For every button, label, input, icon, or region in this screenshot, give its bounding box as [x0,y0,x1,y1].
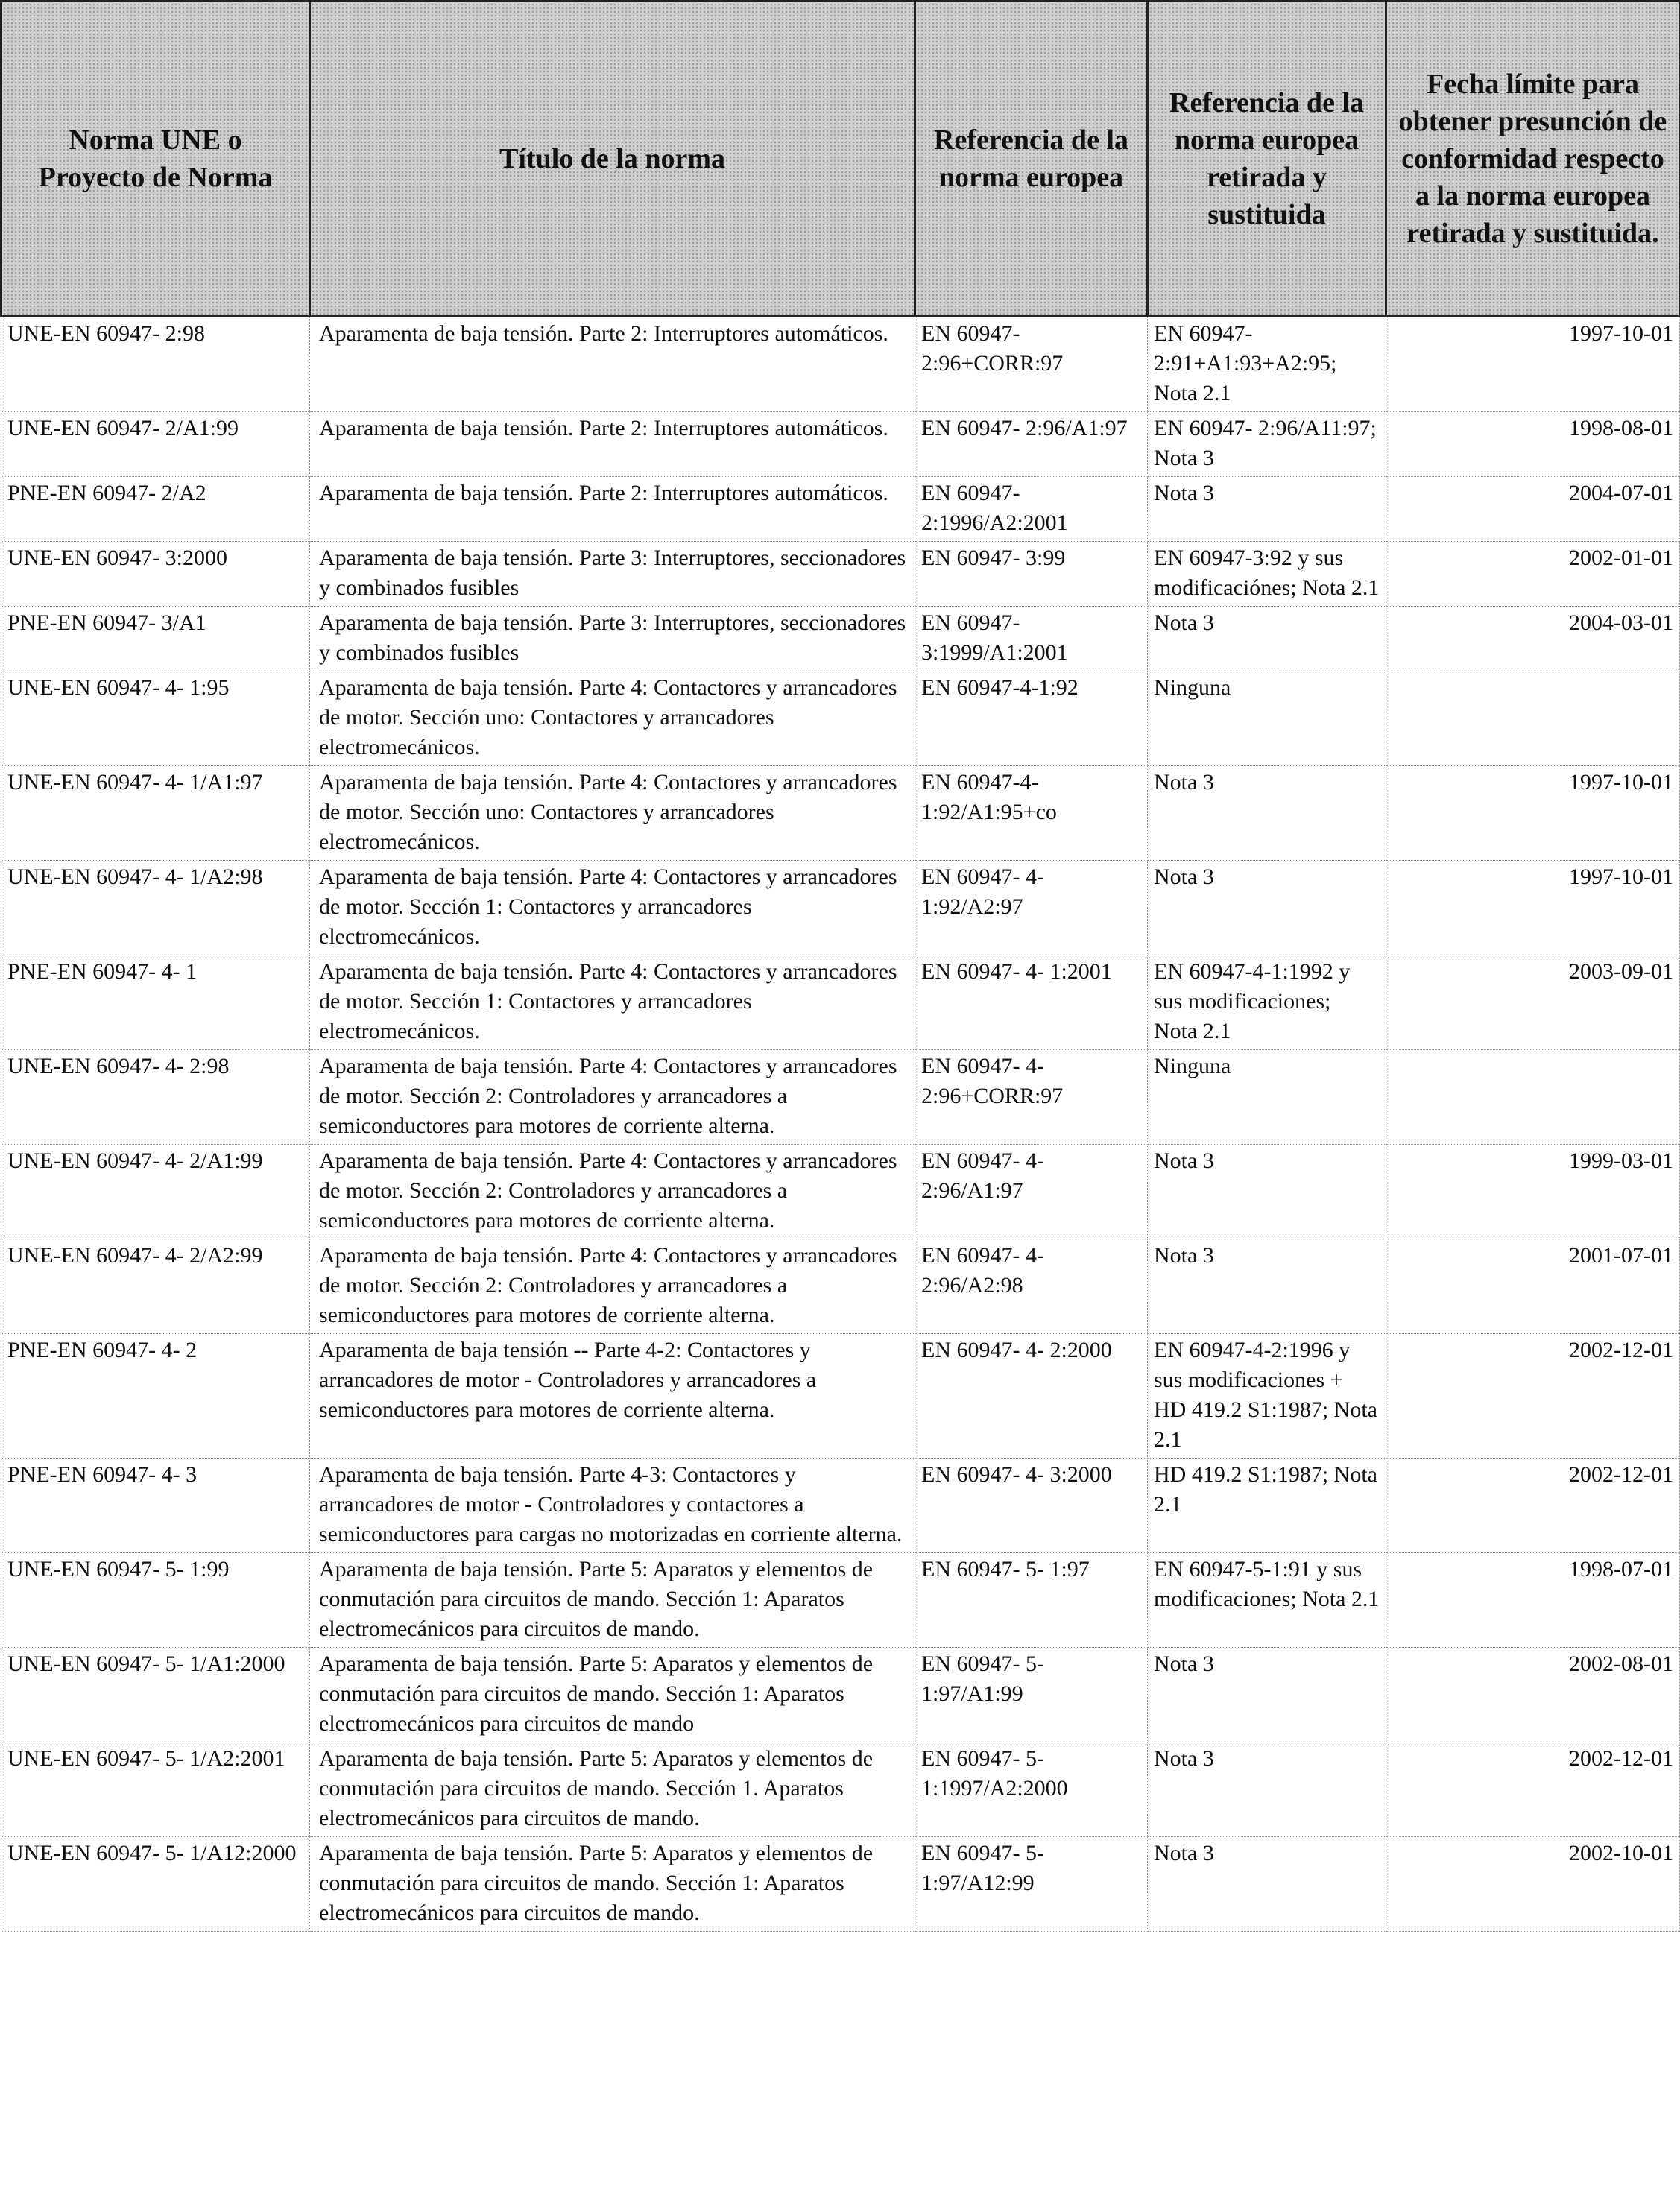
cell-referencia-retirada: HD 419.2 S1:1987; Nota 2.1 [1148,1459,1386,1553]
table-row [1,955,1680,1050]
cell-referencia-retirada: EN 60947-4-1:1992 y sus modificaciones; Nota 2.1 [1148,955,1386,1050]
cell-referencia-retirada: Ninguna [1148,1050,1386,1145]
cell-norma: UNE-EN 60947- 2/A1:99 [1,412,310,477]
cell-referencia: EN 60947- 4- 2:2000 [915,1334,1148,1459]
table-row [1,1553,1680,1648]
cell-titulo: Aparamenta de baja tensión. Parte 4: Contactores y arrancadores de motor. Sección uno: Contactores y arrancadores electromecánicos. [310,766,915,861]
cell-referencia-retirada: Nota 3 [1148,1648,1386,1742]
cell-referencia: EN 60947- 4- 1:92/A2:97 [915,861,1148,955]
table-row [1,1459,1680,1553]
cell-norma: UNE-EN 60947- 3:2000 [1,542,310,607]
cell-referencia-retirada: Nota 3 [1148,1239,1386,1334]
table-row [1,766,1680,861]
cell-titulo: Aparamenta de baja tensión. Parte 4: Contactores y arrancadores de motor. Sección 2: Controladores y arrancadores a semiconductores para motores de corriente alterna. [310,1239,915,1334]
cell-norma: UNE-EN 60947- 5- 1/A1:2000 [1,1648,310,1742]
cell-titulo: Aparamenta de baja tensión. Parte 5: Aparatos y elementos de conmutación para circuitos de mando. Sección 1: Aparatos electromecánicos para circuitos de mando. [310,1837,915,1932]
cell-referencia-retirada: Nota 3 [1148,477,1386,542]
cell-norma: UNE-EN 60947- 4- 2:98 [1,1050,310,1145]
table-row [1,607,1680,671]
cell-fecha-limite [1386,671,1680,766]
table-row [1,477,1680,542]
table-row [1,1742,1680,1837]
header-referencia: Referencia de la norma europea [915,1,1148,317]
cell-titulo: Aparamenta de baja tensión. Parte 3: Interruptores, seccionadores y combinados fusibles [310,542,915,607]
table-row [1,1837,1680,1932]
table-row [1,1334,1680,1459]
cell-referencia: EN 60947- 2:1996/A2:2001 [915,477,1148,542]
cell-fecha-limite: 1999-03-01 [1386,1145,1680,1239]
cell-titulo: Aparamenta de baja tensión. Parte 4: Contactores y arrancadores de motor. Sección 1: Contactores y arrancadores electromecánicos. [310,861,915,955]
cell-norma: UNE-EN 60947- 4- 2/A2:99 [1,1239,310,1334]
cell-referencia-retirada: EN 60947- 2:91+A1:93+A2:95; Nota 2.1 [1148,317,1386,412]
header-titulo: Título de la norma [310,1,915,317]
cell-fecha-limite: 1998-08-01 [1386,412,1680,477]
cell-referencia-retirada: EN 60947-5-1:91 y sus modificaciones; Nota 2.1 [1148,1553,1386,1648]
cell-fecha-limite: 2004-07-01 [1386,477,1680,542]
cell-fecha-limite: 1997-10-01 [1386,861,1680,955]
cell-referencia: EN 60947- 4- 2:96/A1:97 [915,1145,1148,1239]
table-header [1,1,1680,317]
cell-referencia: EN 60947- 4- 2:96/A2:98 [915,1239,1148,1334]
cell-referencia-retirada: Nota 3 [1148,1742,1386,1837]
cell-titulo: Aparamenta de baja tensión. Parte 4: Contactores y arrancadores de motor. Sección 1: Contactores y arrancadores electromecánicos. [310,955,915,1050]
cell-titulo: Aparamenta de baja tensión. Parte 2: Interruptores automáticos. [310,317,915,412]
cell-fecha-limite: 2002-01-01 [1386,542,1680,607]
cell-referencia-retirada: Ninguna [1148,671,1386,766]
cell-referencia: EN 60947- 4- 1:2001 [915,955,1148,1050]
cell-titulo: Aparamenta de baja tensión. Parte 5: Aparatos y elementos de conmutación para circuitos de mando. Sección 1: Aparatos electromecánicos para circuitos de mando. [310,1553,915,1648]
cell-referencia-retirada: EN 60947-3:92 y sus modificaciónes; Nota 2.1 [1148,542,1386,607]
cell-fecha-limite: 2002-08-01 [1386,1648,1680,1742]
cell-referencia-retirada: Nota 3 [1148,861,1386,955]
cell-referencia-retirada: EN 60947-4-2:1996 y sus modificaciones + HD 419.2 S1:1987; Nota 2.1 [1148,1334,1386,1459]
cell-referencia: EN 60947- 5- 1:1997/A2:2000 [915,1742,1148,1837]
cell-norma: PNE-EN 60947- 4- 1 [1,955,310,1050]
cell-referencia: EN 60947- 4- 3:2000 [915,1459,1148,1553]
cell-referencia: EN 60947- 2:96/A1:97 [915,412,1148,477]
cell-referencia: EN 60947- 2:96+CORR:97 [915,317,1148,412]
table-row [1,1239,1680,1334]
cell-referencia: EN 60947- 5- 1:97 [915,1553,1148,1648]
cell-fecha-limite: 2002-12-01 [1386,1742,1680,1837]
table-row [1,317,1680,412]
cell-referencia-retirada: Nota 3 [1148,1145,1386,1239]
cell-norma: UNE-EN 60947- 5- 1/A2:2001 [1,1742,310,1837]
cell-referencia: EN 60947- 5- 1:97/A12:99 [915,1837,1148,1932]
cell-titulo: Aparamenta de baja tensión. Parte 5: Aparatos y elementos de conmutación para circuitos de mando. Sección 1: Aparatos electromecánicos para circuitos de mando [310,1648,915,1742]
cell-norma: PNE-EN 60947- 4- 2 [1,1334,310,1459]
cell-fecha-limite: 2002-10-01 [1386,1837,1680,1932]
cell-titulo: Aparamenta de baja tensión. Parte 3: Interruptores, seccionadores y combinados fusibles [310,607,915,671]
cell-titulo: Aparamenta de baja tensión -- Parte 4-2: Contactores y arrancadores de motor - Controladores y arrancadores a semiconductores para motores de corriente alterna. [310,1334,915,1459]
cell-norma: UNE-EN 60947- 4- 1:95 [1,671,310,766]
cell-referencia-retirada: Nota 3 [1148,1837,1386,1932]
cell-titulo: Aparamenta de baja tensión. Parte 4: Contactores y arrancadores de motor. Sección 2: Controladores y arrancadores a semiconductores para motores de corriente alterna. [310,1050,915,1145]
cell-norma: UNE-EN 60947- 5- 1/A12:2000 [1,1837,310,1932]
cell-norma: UNE-EN 60947- 4- 1/A2:98 [1,861,310,955]
cell-titulo: Aparamenta de baja tensión. Parte 2: Interruptores automáticos. [310,412,915,477]
cell-fecha-limite: 2001-07-01 [1386,1239,1680,1334]
cell-norma: PNE-EN 60947- 4- 3 [1,1459,310,1553]
cell-fecha-limite: 2003-09-01 [1386,955,1680,1050]
cell-referencia: EN 60947- 5- 1:97/A1:99 [915,1648,1148,1742]
cell-fecha-limite: 1997-10-01 [1386,317,1680,412]
header-fecha-limite: Fecha límite para obtener presunción de conformidad respecto a la norma europea retirada y sustituida. [1386,1,1680,317]
table-row [1,1050,1680,1145]
cell-titulo: Aparamenta de baja tensión. Parte 2: Interruptores automáticos. [310,477,915,542]
table-row [1,1145,1680,1239]
cell-referencia: EN 60947- 4- 2:96+CORR:97 [915,1050,1148,1145]
cell-norma: PNE-EN 60947- 3/A1 [1,607,310,671]
cell-fecha-limite: 2002-12-01 [1386,1459,1680,1553]
cell-referencia: EN 60947-4-1:92 [915,671,1148,766]
table-row [1,542,1680,607]
cell-referencia-retirada: EN 60947- 2:96/A11:97; Nota 3 [1148,412,1386,477]
cell-fecha-limite: 2004-03-01 [1386,607,1680,671]
cell-referencia: EN 60947- 3:1999/A1:2001 [915,607,1148,671]
cell-titulo: Aparamenta de baja tensión. Parte 4: Contactores y arrancadores de motor. Sección uno: Contactores y arrancadores electromecánicos. [310,671,915,766]
cell-norma: UNE-EN 60947- 4- 2/A1:99 [1,1145,310,1239]
cell-fecha-limite: 2002-12-01 [1386,1334,1680,1459]
cell-norma: UNE-EN 60947- 2:98 [1,317,310,412]
cell-norma: UNE-EN 60947- 5- 1:99 [1,1553,310,1648]
cell-titulo: Aparamenta de baja tensión. Parte 4-3: Contactores y arrancadores de motor - Controladores y contactores a semiconductores para cargas no motorizadas en corriente alterna. [310,1459,915,1553]
header-referencia-retirada: Referencia de la norma europea retirada y sustituida [1148,1,1386,317]
cell-referencia: EN 60947-4- 1:92/A1:95+co [915,766,1148,861]
header-norma: Norma UNE o Proyecto de Norma [1,1,310,317]
table-row [1,412,1680,477]
table-row [1,1648,1680,1742]
cell-titulo: Aparamenta de baja tensión. Parte 5: Aparatos y elementos de conmutación para circuitos de mando. Sección 1. Aparatos electromecánicos para circuitos de mando. [310,1742,915,1837]
cell-titulo: Aparamenta de baja tensión. Parte 4: Contactores y arrancadores de motor. Sección 2: Controladores y arrancadores a semiconductores para motores de corriente alterna. [310,1145,915,1239]
cell-norma: UNE-EN 60947- 4- 1/A1:97 [1,766,310,861]
cell-fecha-limite: 1998-07-01 [1386,1553,1680,1648]
cell-referencia-retirada: Nota 3 [1148,766,1386,861]
cell-norma: PNE-EN 60947- 2/A2 [1,477,310,542]
table-body [1,317,1680,1932]
cell-fecha-limite: 1997-10-01 [1386,766,1680,861]
table-row [1,671,1680,766]
cell-referencia-retirada: Nota 3 [1148,607,1386,671]
header-row [1,1,1680,317]
cell-referencia: EN 60947- 3:99 [915,542,1148,607]
table-row [1,861,1680,955]
cell-fecha-limite [1386,1050,1680,1145]
